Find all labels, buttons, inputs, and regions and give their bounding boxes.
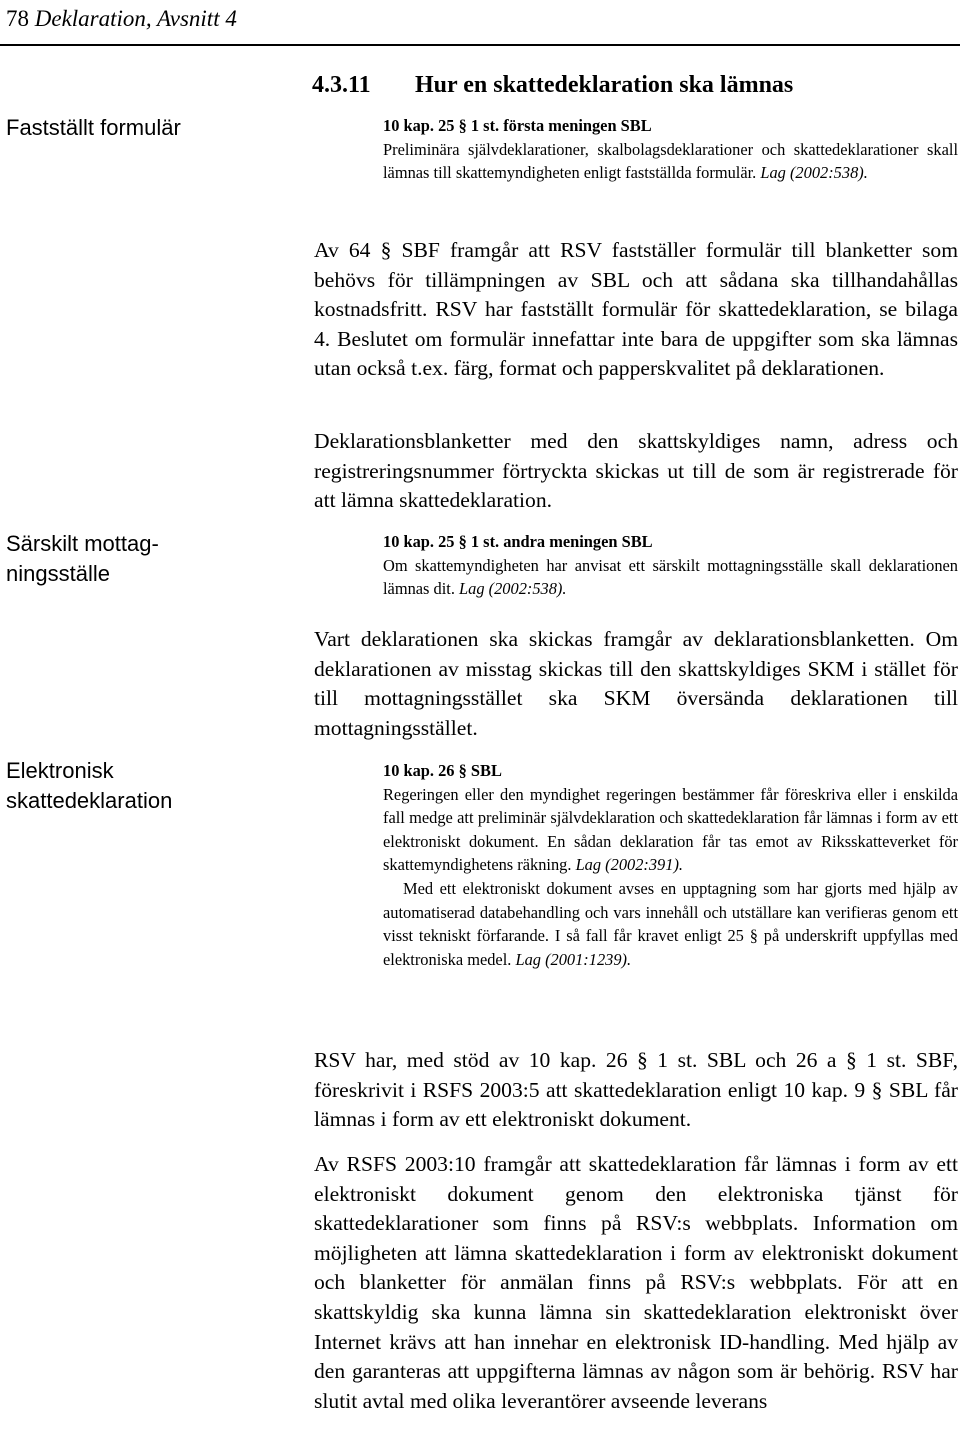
margin-note-sarskilt (6, 529, 159, 589)
law-text-body: Med ett elektroniskt dokument avses en upptagning som har gjorts med hjälp av automatiserad databehandling och vars innehåll och utställare kan verifieras genom ett visst tekniskt förfarande. I så fall får kravet enligt 25 § på underskrift uppfyllas med elektroniska medel. (383, 878, 958, 969)
law-citation: Lag (2001:1239). (515, 949, 632, 969)
law-quote-2 (383, 530, 958, 601)
section-heading-title: Hur en skattedeklaration ska lämnas (415, 72, 794, 98)
header-rule (0, 44, 960, 46)
section-number: 4.3.11 (312, 72, 371, 98)
law-quote-1 (383, 114, 958, 185)
law-reference: 10 kap. 25 § 1 st. andra meningen SBL (383, 532, 653, 551)
page-number: 78 (6, 6, 29, 31)
law-text (383, 554, 958, 601)
body-paragraph-1: Av 64 § SBF framgår att RSV fastställer formulär till blanketter som behövs för tillämpningen av SBL och att sådana ska tillhandahållas kostnadsfritt. RSV har fastställt formulär för skattedeklaration, se bilaga 4. Beslutet om formulär innefattar inte bara de uppgifter som ska lämnas utan också t.ex. färg, format och papperskvalitet på deklarationen. (314, 238, 958, 381)
running-header (6, 4, 237, 34)
law-text (383, 138, 958, 185)
body-paragraph-5: Av RSFS 2003:10 framgår att skattedeklaration får lämnas i form av ett elektroniskt dokument genom den elektroniska tjänst för skattedeklarationer som finns på RSV:s webbplats. Information om möjligheten att lämna skattedeklaration i form av elektroniskt dokument och blanketter för anmälan finns på RSV:s webbplats. För att en skattskyldig ska kunna lämna sin skattedeklaration elektroniskt över Internet krävs att han innehar en elektronisk ID-handling. Med hjälp av den garanteras att uppgifterna lämnas av någon som är behörig. RSV har slutit avtal med olika leverantörer avseende leverans (314, 1152, 958, 1413)
body-paragraph-2: Deklarationsblanketter med den skattskyldiges namn, adress och registreringsnummer förtryckta skickas ut till de som är registrerade för att lämna skattedeklaration. (314, 429, 958, 513)
section-title: Deklaration, Avsnitt 4 (34, 6, 237, 31)
body-paragraph-3: Vart deklarationen ska skickas framgår av deklarationsblanketten. Om deklarationen av misstag skickas till den skattskyldiges SKM i stället för till mottagningsstället ska SKM översända deklarationen till mottagningsstället. (314, 627, 958, 740)
law-text-body: Preliminära självdeklarationer, skalbolagsdeklarationer och skattedeklarationer skall lämnas till skattemyndigheten enligt fastställda formulär. (383, 139, 958, 183)
margin-note-elektronisk (6, 756, 172, 816)
margin-note-line: ningsställe (6, 561, 110, 586)
margin-note-line: skattedeklaration (6, 788, 173, 813)
margin-note-line: Särskilt mottag- (6, 531, 159, 556)
law-text-body: Regeringen eller den myndighet regeringen bestämmer får föreskriva eller i enskilda fall medge att preliminär självdeklaration och skattedeklaration får lämnas i form av ett elektroniskt dokument. En sådan deklaration får tas emot av Riksskatteverket för skattemyndighetens räkning. (383, 784, 958, 875)
margin-note-line: Elektronisk (6, 758, 114, 783)
law-citation: Lag (2002:538). (459, 579, 567, 599)
law-text (383, 783, 958, 877)
law-text (383, 877, 958, 971)
law-citation: Lag (2002:538). (760, 163, 868, 183)
body-paragraph-4: RSV har, med stöd av 10 kap. 26 § 1 st. SBL och 26 a § 1 st. SBF, föreskrivit i RSFS 2003:5 att skattedeklaration enligt 10 kap. 9 § SBL får lämnas i form av ett elektroniskt dokument. (314, 1048, 958, 1132)
section-heading (312, 70, 793, 100)
law-quote-3 (383, 759, 958, 971)
law-citation: Lag (2002:391). (575, 855, 684, 875)
law-text-body: Om skattemyndigheten har anvisat ett särskilt mottagningsställe skall deklarationen lämnas dit. (383, 555, 958, 599)
law-reference: 10 kap. 26 § SBL (383, 761, 502, 780)
margin-note-faststallt: Fastställt formulär (6, 115, 181, 140)
law-reference: 10 kap. 25 § 1 st. första meningen SBL (383, 116, 652, 135)
